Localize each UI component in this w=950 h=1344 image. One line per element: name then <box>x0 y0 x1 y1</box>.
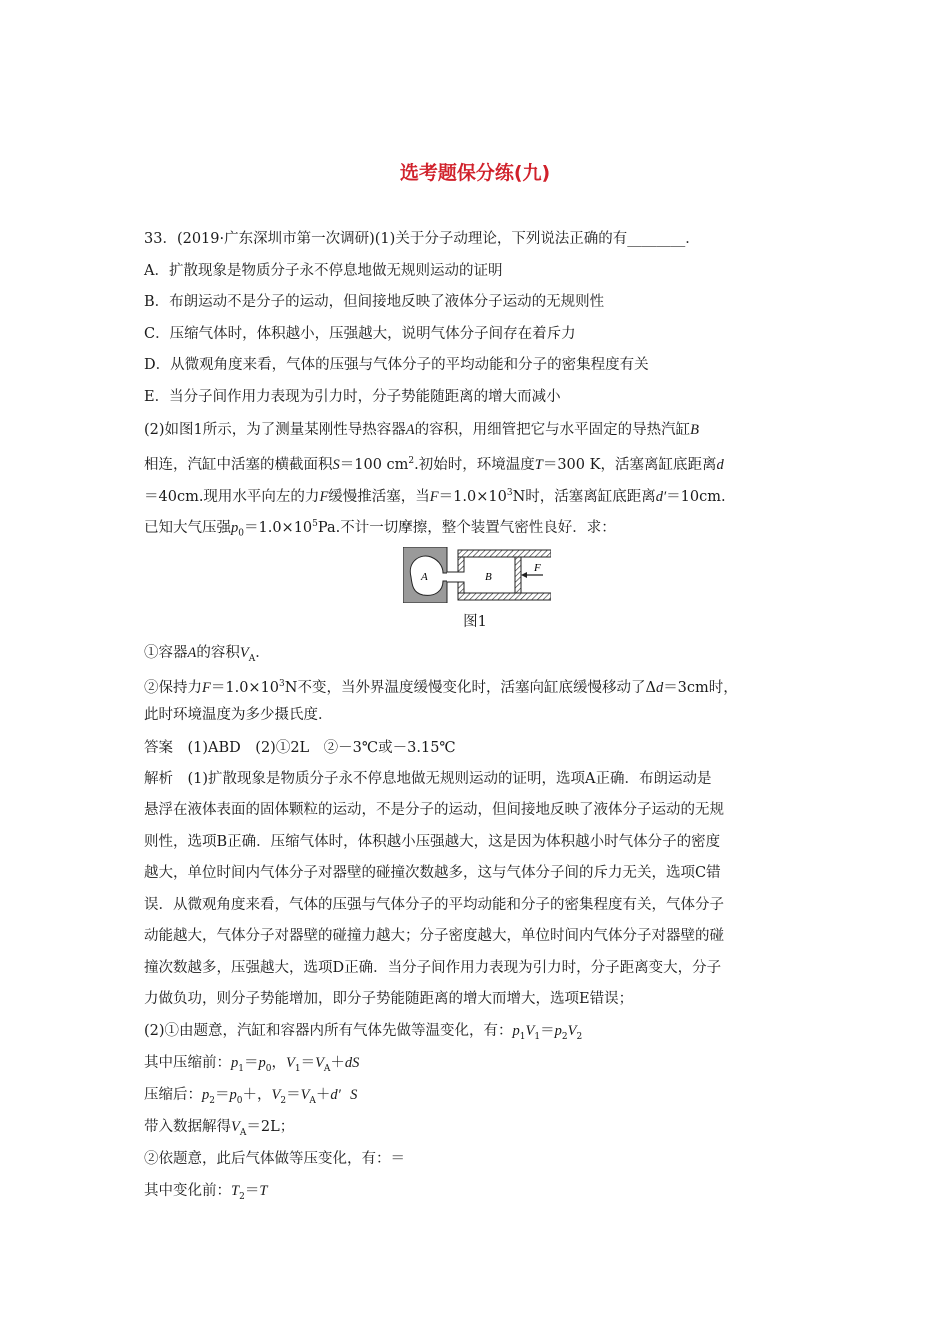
analysis-line: 越大，单位时间内气体分子对器壁的碰撞次数越多，这与气体分子间的斥力无关，选项C错 <box>144 865 721 881</box>
analysis-line: 则性，选项B正确．压缩气体时，体积越小压强越大，这是因为体积越小时气体分子的密度 <box>144 834 721 850</box>
force-arrow-head <box>521 572 527 578</box>
cylinder-end-wall-top <box>458 557 464 572</box>
cylinder-bottom-wall <box>458 593 551 600</box>
piston <box>515 557 521 593</box>
question-header: 33．(2019·广东深圳市第一次调研)(1)关于分子动理论，下列说法正确的有________． <box>144 231 700 247</box>
figure-label-a: A <box>421 571 428 583</box>
part2-line-1: (2)如图1所示，为了测量某刚性导热容器A的容积，用细管把它与水平固定的导热汽缸B <box>144 422 699 438</box>
analysis-line: 解析 (1)扩散现象是物质分子永不停息地做无规则运动的证明，选项A正确．布朗运动是 <box>144 771 712 787</box>
solution-line-3: 压缩后：$p_2=p_0+$，$V_2=V_A+d'$ S <box>144 1087 358 1106</box>
figure-apparatus <box>403 547 551 603</box>
figure-label-f: F <box>534 562 541 574</box>
part2-line-2: 相连，汽缸中活塞的横截面积S＝100 $cm^2$.初始时，环境温度T＝300 K，活塞离缸底距离d <box>144 456 724 473</box>
analysis-line: 动能越大，气体分子对器壁的碰撞力越大；分子密度越大，单位时间内气体分子对器壁的碰 <box>144 928 724 944</box>
solution-line-1: (2)①由题意，汽缸和容器内所有气体先做等温变化，有：$p_1V_1=p_2V_2$ <box>144 1023 583 1042</box>
answer: 答案 (1)ABD (2)①2L ②－3℃或－3.15℃ <box>144 740 456 756</box>
page-title: 选考题保分练(九) <box>399 162 551 184</box>
cylinder-top-wall <box>458 550 551 557</box>
figure-label-b: B <box>485 571 492 583</box>
solution-line-4: 带入数据解得$V_A=2L$； <box>144 1119 295 1138</box>
solution-line-6: 其中变化前：$T_2=T$ <box>144 1183 268 1202</box>
solution-line-5: ②依题意，此后气体做等压变化，有：＝ <box>144 1151 405 1167</box>
option-d: D．从微观角度来看，气体的压强与气体分子的平均动能和分子的密集程度有关 <box>144 357 649 373</box>
analysis-line: 力做负功，则分子势能增加，即分子势能随距离的增大而增大，选项E错误； <box>144 991 634 1007</box>
analysis-line: 撞次数越多，压强越大，选项D正确．当分子间作用力表现为引力时，分子距离变大，分子 <box>144 960 722 976</box>
subquestion-2-cont: 此时环境温度为多少摄氏度． <box>144 707 333 723</box>
option-c: C．压缩气体时，体积越小，压强越大，说明气体分子间存在着斥力 <box>144 326 576 342</box>
analysis-line: 悬浮在液体表面的固体颗粒的运动，不是分子的运动，但间接地反映了液体分子运动的无规 <box>144 802 724 818</box>
connecting-tube <box>447 572 458 582</box>
option-e: E．当分子间作用力表现为引力时，分子势能随距离的增大而减小 <box>144 389 561 405</box>
option-b: B．布朗运动不是分子的运动，但间接地反映了液体分子运动的无规则性 <box>144 294 605 310</box>
subquestion-2: ②保持力$F=1.0\times 10^3N$不变，当外界温度缓慢变化时，活塞向缸底缓慢移动了Δd＝3cm时， <box>144 679 738 696</box>
subquestion-1: ①容器A的容积$V_A$． <box>144 645 270 664</box>
part2-line-3: ＝40cm.现用水平向左的力F缓慢推活塞，当$F=1.0\times 10^3N$时，活塞离缸底距离d′＝10cm. <box>144 488 726 505</box>
figure-caption: 图1 <box>463 614 487 630</box>
analysis-line: 误．从微观角度来看，气体的压强与气体分子的平均动能和分子的密集程度有关，气体分子 <box>144 897 724 913</box>
option-a: A．扩散现象是物质分子永不停息地做无规则运动的证明 <box>144 263 503 279</box>
cylinder-end-wall-bottom <box>458 582 464 593</box>
solution-line-2: 其中压缩前：$p_1=p_0$，$V_1=V_A+dS$ <box>144 1055 360 1074</box>
part2-line-4: 已知大气压强$p_0=1.0\times 10^5Pa$.不计一切摩擦，整个装置气密性良好．求： <box>144 519 616 539</box>
